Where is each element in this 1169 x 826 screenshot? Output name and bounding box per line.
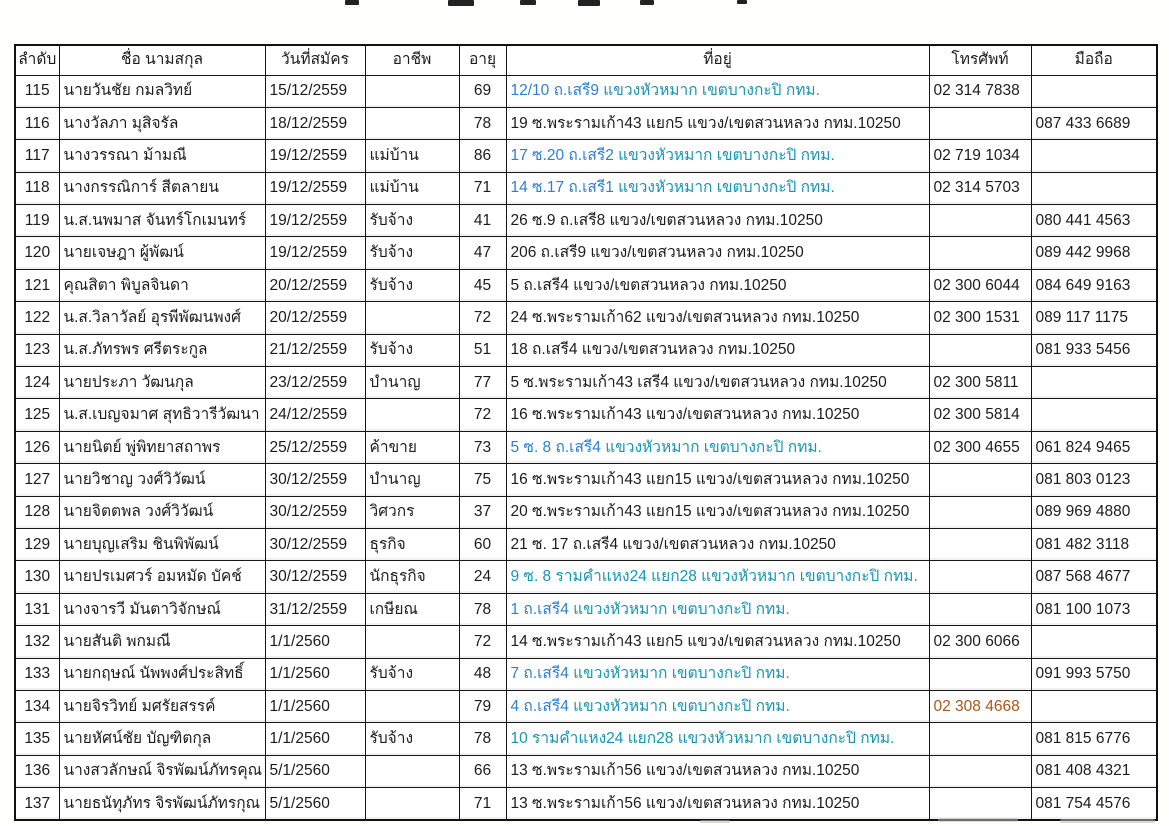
cell-number: 118 (15, 172, 59, 204)
cell-name: นายบุญเสริม ชินพิพัฒน์ (59, 528, 265, 560)
table-row (15, 302, 1157, 334)
cell-address (506, 107, 929, 139)
cell-mobile (1031, 399, 1157, 431)
cell-mobile: 081 803 0123 (1031, 464, 1157, 496)
header-row (15, 45, 1157, 75)
cell-address (506, 626, 929, 658)
cell-name: นางกรรณิการ์ สีตลายน (59, 172, 265, 204)
table-row (15, 496, 1157, 528)
cell-address (506, 690, 929, 722)
cell-age: 73 (459, 431, 506, 463)
cell-age: 86 (459, 140, 506, 172)
cell-occupation (365, 302, 459, 334)
address-segment: 9 ซ. 8 รามคำแหง24 แยก28 แขวงหัวหมาก เขตบางกะปิ กทม. (510, 568, 918, 586)
cell-address (506, 561, 929, 593)
address-segment: 5 ซ.พระรามเก้า43 เสรี4 แขวง/เขตสวนหลวง กทม.10250 (510, 373, 887, 391)
cell-occupation (365, 399, 459, 431)
cell-mobile: 080 441 4563 (1031, 205, 1157, 237)
table-row (15, 626, 1157, 658)
cell-occupation: บำนาญ (365, 464, 459, 496)
cell-register-date: 23/12/2559 (265, 367, 365, 399)
table-row (15, 755, 1157, 787)
table-row (15, 658, 1157, 690)
column-header-addr: ที่อยู่ (506, 45, 929, 75)
cell-mobile: 081 815 6776 (1031, 723, 1157, 755)
cell-occupation: รับจ้าง (365, 269, 459, 301)
column-header-date: วันที่สมัคร (265, 45, 365, 75)
table-row (15, 690, 1157, 722)
table-row (15, 431, 1157, 463)
cell-address (506, 237, 929, 269)
cell-register-date: 18/12/2559 (265, 107, 365, 139)
member-records-table (14, 44, 1158, 821)
scan-mark (520, 0, 536, 5)
cell-address (506, 75, 929, 107)
scan-mark (345, 0, 359, 5)
cell-register-date: 25/12/2559 (265, 431, 365, 463)
address-segment: แขวงหัวหมาก เขตบางกะปิ กทม. (573, 665, 790, 683)
scan-smudge (1060, 819, 1155, 823)
cell-name: นางวรรณา ม้ามณี (59, 140, 265, 172)
cell-register-date: 19/12/2559 (265, 172, 365, 204)
cell-phone: 02 300 1531 (929, 302, 1031, 334)
cell-register-date: 5/1/2560 (265, 788, 365, 820)
cell-age: 69 (459, 75, 506, 107)
cell-mobile (1031, 172, 1157, 204)
cell-name: นางสวลักษณ์ จิรพัฒน์ภัทรคุณ (59, 755, 265, 787)
cell-phone (929, 755, 1031, 787)
cell-age: 72 (459, 626, 506, 658)
cell-age: 60 (459, 528, 506, 560)
cell-name: นางจารวี มันตาวิจักษณ์ (59, 593, 265, 625)
cell-phone (929, 496, 1031, 528)
cell-age: 72 (459, 399, 506, 431)
cell-occupation (365, 626, 459, 658)
cell-number: 128 (15, 496, 59, 528)
cell-register-date: 1/1/2560 (265, 626, 365, 658)
cell-number: 125 (15, 399, 59, 431)
address-segment: แขวงหัวหมาก เขตบางกะปิ กทม. (618, 179, 835, 197)
cell-mobile: 081 100 1073 (1031, 593, 1157, 625)
cell-occupation: วิศวกร (365, 496, 459, 528)
table-row (15, 788, 1157, 820)
table-row (15, 334, 1157, 366)
cell-age: 37 (459, 496, 506, 528)
address-segment: 20 ซ.พระรามเก้า43 แยก15 แขวง/เขตสวนหลวง กทม.10250 (510, 503, 910, 521)
cell-age: 71 (459, 788, 506, 820)
cell-age: 47 (459, 237, 506, 269)
address-segment: 7 ถ.เสรี4 (510, 665, 574, 683)
cell-address (506, 269, 929, 301)
table-row (15, 107, 1157, 139)
cell-mobile: 089 117 1175 (1031, 302, 1157, 334)
cell-age: 78 (459, 723, 506, 755)
cell-occupation: รับจ้าง (365, 658, 459, 690)
cell-number: 116 (15, 107, 59, 139)
cell-age: 24 (459, 561, 506, 593)
cell-name: น.ส.เบญจมาศ สุทธิวารีวัฒนา (59, 399, 265, 431)
cell-name: นางวัลภา มุสิจรัล (59, 107, 265, 139)
cell-name: น.ส.นพมาส จันทร์โกเมนทร์ (59, 205, 265, 237)
cell-mobile: 081 754 4576 (1031, 788, 1157, 820)
cell-mobile: 087 568 4677 (1031, 561, 1157, 593)
cell-phone (929, 107, 1031, 139)
cell-age: 41 (459, 205, 506, 237)
cell-number: 135 (15, 723, 59, 755)
cell-name: น.ส.ภัทรพร ศรีตระกูล (59, 334, 265, 366)
address-segment: 16 ซ.พระรามเก้า43 แยก15 แขวง/เขตสวนหลวง กทม.10250 (510, 470, 910, 488)
cell-phone: 02 719 1034 (929, 140, 1031, 172)
table-row (15, 367, 1157, 399)
address-segment: 5 ซ. 8 ถ.เสรี4 (510, 438, 606, 456)
address-segment: 206 ถ.เสรี9 แขวง/เขตสวนหลวง กทม.10250 (510, 244, 804, 262)
table-row (15, 528, 1157, 560)
cell-register-date: 30/12/2559 (265, 496, 365, 528)
cell-phone (929, 788, 1031, 820)
cell-register-date: 5/1/2560 (265, 755, 365, 787)
address-segment: แขวงหัวหมาก เขตบางกะปิ กทม. (603, 82, 820, 100)
cell-mobile: 087 433 6689 (1031, 107, 1157, 139)
cell-number: 131 (15, 593, 59, 625)
cell-occupation (365, 690, 459, 722)
cell-phone: 02 300 6066 (929, 626, 1031, 658)
cell-mobile: 089 442 9968 (1031, 237, 1157, 269)
cell-address (506, 334, 929, 366)
cell-age: 78 (459, 107, 506, 139)
cell-occupation: นักธุรกิจ (365, 561, 459, 593)
cell-address (506, 367, 929, 399)
cell-occupation (365, 788, 459, 820)
cell-address (506, 464, 929, 496)
cell-register-date: 20/12/2559 (265, 269, 365, 301)
address-segment: 21 ซ. 17 ถ.เสรี4 แขวง/เขตสวนหลวง กทม.10250 (510, 535, 836, 553)
cell-name: นายปรเมศวร์ อมหมัด บัคช์ (59, 561, 265, 593)
address-segment: 5 ถ.เสรี4 แขวง/เขตสวนหลวง กทม.10250 (510, 276, 787, 294)
cell-number: 124 (15, 367, 59, 399)
cell-occupation: แม่บ้าน (365, 172, 459, 204)
table-row (15, 561, 1157, 593)
cell-name: นายนิตย์ พู่พิทยาสถาพร (59, 431, 265, 463)
cell-address (506, 140, 929, 172)
column-header-name: ชื่อ นามสกุล (59, 45, 265, 75)
cell-name: นายประภา วัฒนกุล (59, 367, 265, 399)
address-segment: 14 ซ.พระรามเก้า43 แยก5 แขวง/เขตสวนหลวง กทม.10250 (510, 632, 901, 650)
address-segment: 16 ซ.พระรามเก้า43 แขวง/เขตสวนหลวง กทม.10250 (510, 406, 860, 424)
cell-register-date: 30/12/2559 (265, 528, 365, 560)
cell-mobile: 081 408 4321 (1031, 755, 1157, 787)
cell-phone (929, 205, 1031, 237)
table-row (15, 140, 1157, 172)
address-segment: แขวงหัวหมาก เขตบางกะปิ กทม. (605, 438, 822, 456)
cell-register-date: 20/12/2559 (265, 302, 365, 334)
cell-number: 120 (15, 237, 59, 269)
cell-register-date: 1/1/2560 (265, 690, 365, 722)
address-segment: 12/10 ถ.เสรี9 (510, 82, 604, 100)
cell-age: 71 (459, 172, 506, 204)
cell-name: คุณสิตา พิบูลจินดา (59, 269, 265, 301)
cell-number: 137 (15, 788, 59, 820)
column-header-phone: โทรศัพท์ (929, 45, 1031, 75)
cell-address (506, 205, 929, 237)
table-row (15, 399, 1157, 431)
cell-number: 130 (15, 561, 59, 593)
cell-number: 115 (15, 75, 59, 107)
cell-mobile (1031, 75, 1157, 107)
cell-register-date: 1/1/2560 (265, 658, 365, 690)
cell-occupation: ค้าขาย (365, 431, 459, 463)
cell-name: นายวันชัย กมลวิทย์ (59, 75, 265, 107)
cell-occupation: รับจ้าง (365, 723, 459, 755)
cell-phone (929, 561, 1031, 593)
cell-occupation: รับจ้าง (365, 237, 459, 269)
cell-number: 129 (15, 528, 59, 560)
cell-phone: 02 300 5811 (929, 367, 1031, 399)
column-header-occ: อาชีพ (365, 45, 459, 75)
cell-phone (929, 334, 1031, 366)
cell-mobile: 089 969 4880 (1031, 496, 1157, 528)
cell-register-date: 15/12/2559 (265, 75, 365, 107)
cell-age: 51 (459, 334, 506, 366)
cell-address (506, 496, 929, 528)
cell-mobile: 061 824 9465 (1031, 431, 1157, 463)
address-segment: 4 ถ.เสรี4 (510, 697, 574, 715)
cell-phone (929, 528, 1031, 560)
cell-number: 133 (15, 658, 59, 690)
cell-mobile: 081 482 3118 (1031, 528, 1157, 560)
cell-phone: 02 300 4655 (929, 431, 1031, 463)
cell-occupation (365, 75, 459, 107)
cell-occupation: ธุรกิจ (365, 528, 459, 560)
cell-occupation: รับจ้าง (365, 205, 459, 237)
cell-name: นายสันติ พกมณี (59, 626, 265, 658)
cell-name: นายจิรวิทย์ มศรัยสรรค์ (59, 690, 265, 722)
cell-occupation: บำนาญ (365, 367, 459, 399)
cell-phone (929, 593, 1031, 625)
cell-number: 119 (15, 205, 59, 237)
cell-age: 48 (459, 658, 506, 690)
cell-mobile: 084 649 9163 (1031, 269, 1157, 301)
cell-register-date: 19/12/2559 (265, 205, 365, 237)
cell-address (506, 788, 929, 820)
cell-mobile (1031, 367, 1157, 399)
cell-number: 117 (15, 140, 59, 172)
address-segment: 24 ซ.พระรามเก้า62 แขวง/เขตสวนหลวง กทม.10250 (510, 309, 860, 327)
scan-mark (578, 0, 600, 6)
cell-phone (929, 237, 1031, 269)
scan-smudge (700, 820, 730, 823)
address-segment: 13 ซ.พระรามเก้า56 แขวง/เขตสวนหลวง กทม.10250 (510, 762, 860, 780)
cell-number: 123 (15, 334, 59, 366)
cell-age: 45 (459, 269, 506, 301)
address-segment: 18 ถ.เสรี4 แขวง/เขตสวนหลวง กทม.10250 (510, 341, 796, 359)
cell-name: นายวิชาญ วงศ์วิวัฒน์ (59, 464, 265, 496)
cell-address (506, 593, 929, 625)
cell-number: 121 (15, 269, 59, 301)
table-row (15, 205, 1157, 237)
address-segment: แขวงหัวหมาก เขตบางกะปิ กทม. (573, 697, 790, 715)
cell-name: นายหัศน์ชัย บัญฑิตกุล (59, 723, 265, 755)
table-row (15, 593, 1157, 625)
cell-address (506, 723, 929, 755)
cell-address (506, 431, 929, 463)
cell-age: 72 (459, 302, 506, 334)
cell-mobile (1031, 690, 1157, 722)
cell-address (506, 528, 929, 560)
address-segment: 13 ซ.พระรามเก้า56 แขวง/เขตสวนหลวง กทม.10250 (510, 794, 860, 812)
cell-register-date: 21/12/2559 (265, 334, 365, 366)
cell-name: นายเจษฎา ผู้พัฒน์ (59, 237, 265, 269)
address-segment: 26 ซ.9 ถ.เสรี8 แขวง/เขตสวนหลวง กทม.10250 (510, 211, 823, 229)
cell-address (506, 658, 929, 690)
cell-occupation: แม่บ้าน (365, 140, 459, 172)
cell-age: 79 (459, 690, 506, 722)
table-row (15, 172, 1157, 204)
cell-mobile: 081 933 5456 (1031, 334, 1157, 366)
cell-number: 134 (15, 690, 59, 722)
cell-address (506, 755, 929, 787)
cell-address (506, 172, 929, 204)
cell-age: 78 (459, 593, 506, 625)
cell-occupation (365, 755, 459, 787)
cell-phone: 02 300 6044 (929, 269, 1031, 301)
column-header-no: ลำดับ (15, 45, 59, 75)
cell-age: 66 (459, 755, 506, 787)
cell-address (506, 399, 929, 431)
cell-name: น.ส.วิลาวัลย์ อุรพีพัฒนพงศ์ (59, 302, 265, 334)
cell-occupation: รับจ้าง (365, 334, 459, 366)
cell-phone: 02 314 7838 (929, 75, 1031, 107)
cell-mobile: 091 993 5750 (1031, 658, 1157, 690)
address-segment: 10 รามคำแหง24 แยก28 แขวงหัวหมาก เขตบางกะปิ กทม. (510, 730, 895, 748)
cell-mobile (1031, 626, 1157, 658)
table-body (15, 75, 1157, 820)
address-segment: แขวงหัวหมาก เขตบางกะปิ กทม. (573, 600, 790, 618)
cell-number: 122 (15, 302, 59, 334)
cell-occupation (365, 107, 459, 139)
cell-phone: 02 314 5703 (929, 172, 1031, 204)
table-row (15, 723, 1157, 755)
column-header-age: อายุ (459, 45, 506, 75)
cell-mobile (1031, 140, 1157, 172)
cell-register-date: 1/1/2560 (265, 723, 365, 755)
cell-phone: 02 300 5814 (929, 399, 1031, 431)
cell-register-date: 19/12/2559 (265, 237, 365, 269)
cell-number: 126 (15, 431, 59, 463)
cell-phone (929, 723, 1031, 755)
cell-number: 136 (15, 755, 59, 787)
scan-mark (737, 0, 747, 4)
cell-register-date: 30/12/2559 (265, 464, 365, 496)
cell-name: นายธนัทุภัทร จิรพัฒน์ภัทรกุณ (59, 788, 265, 820)
cell-phone (929, 658, 1031, 690)
scan-mark (448, 0, 474, 6)
cell-register-date: 24/12/2559 (265, 399, 365, 431)
cell-occupation: เกษียณ (365, 593, 459, 625)
table-row (15, 237, 1157, 269)
cell-age: 77 (459, 367, 506, 399)
column-header-mobile: มือถือ (1031, 45, 1157, 75)
scan-mark (640, 0, 654, 5)
cell-name: นายจิตตพล วงศ์วิวัฒน์ (59, 496, 265, 528)
address-segment: แขวงหัวหมาก เขตบางกะปิ กทม. (618, 147, 835, 165)
cell-register-date: 19/12/2559 (265, 140, 365, 172)
address-segment: 19 ซ.พระรามเก้า43 แยก5 แขวง/เขตสวนหลวง กทม.10250 (510, 114, 901, 132)
cell-number: 132 (15, 626, 59, 658)
cell-register-date: 30/12/2559 (265, 561, 365, 593)
address-segment: 1 ถ.เสรี4 (510, 600, 574, 618)
cell-phone: 02 308 4668 (929, 690, 1031, 722)
scan-smudge (938, 818, 1018, 822)
address-segment: 17 ซ.20 ถ.เสรี2 (510, 147, 619, 165)
cell-register-date: 31/12/2559 (265, 593, 365, 625)
cell-address (506, 302, 929, 334)
table-row (15, 464, 1157, 496)
cell-age: 75 (459, 464, 506, 496)
table-row (15, 75, 1157, 107)
address-segment: 14 ซ.17 ถ.เสรี1 (510, 179, 619, 197)
cell-phone (929, 464, 1031, 496)
cell-number: 127 (15, 464, 59, 496)
cell-name: นายกฤษณ์ นัพพงศ์ประสิทธิ์ (59, 658, 265, 690)
table-row (15, 269, 1157, 301)
